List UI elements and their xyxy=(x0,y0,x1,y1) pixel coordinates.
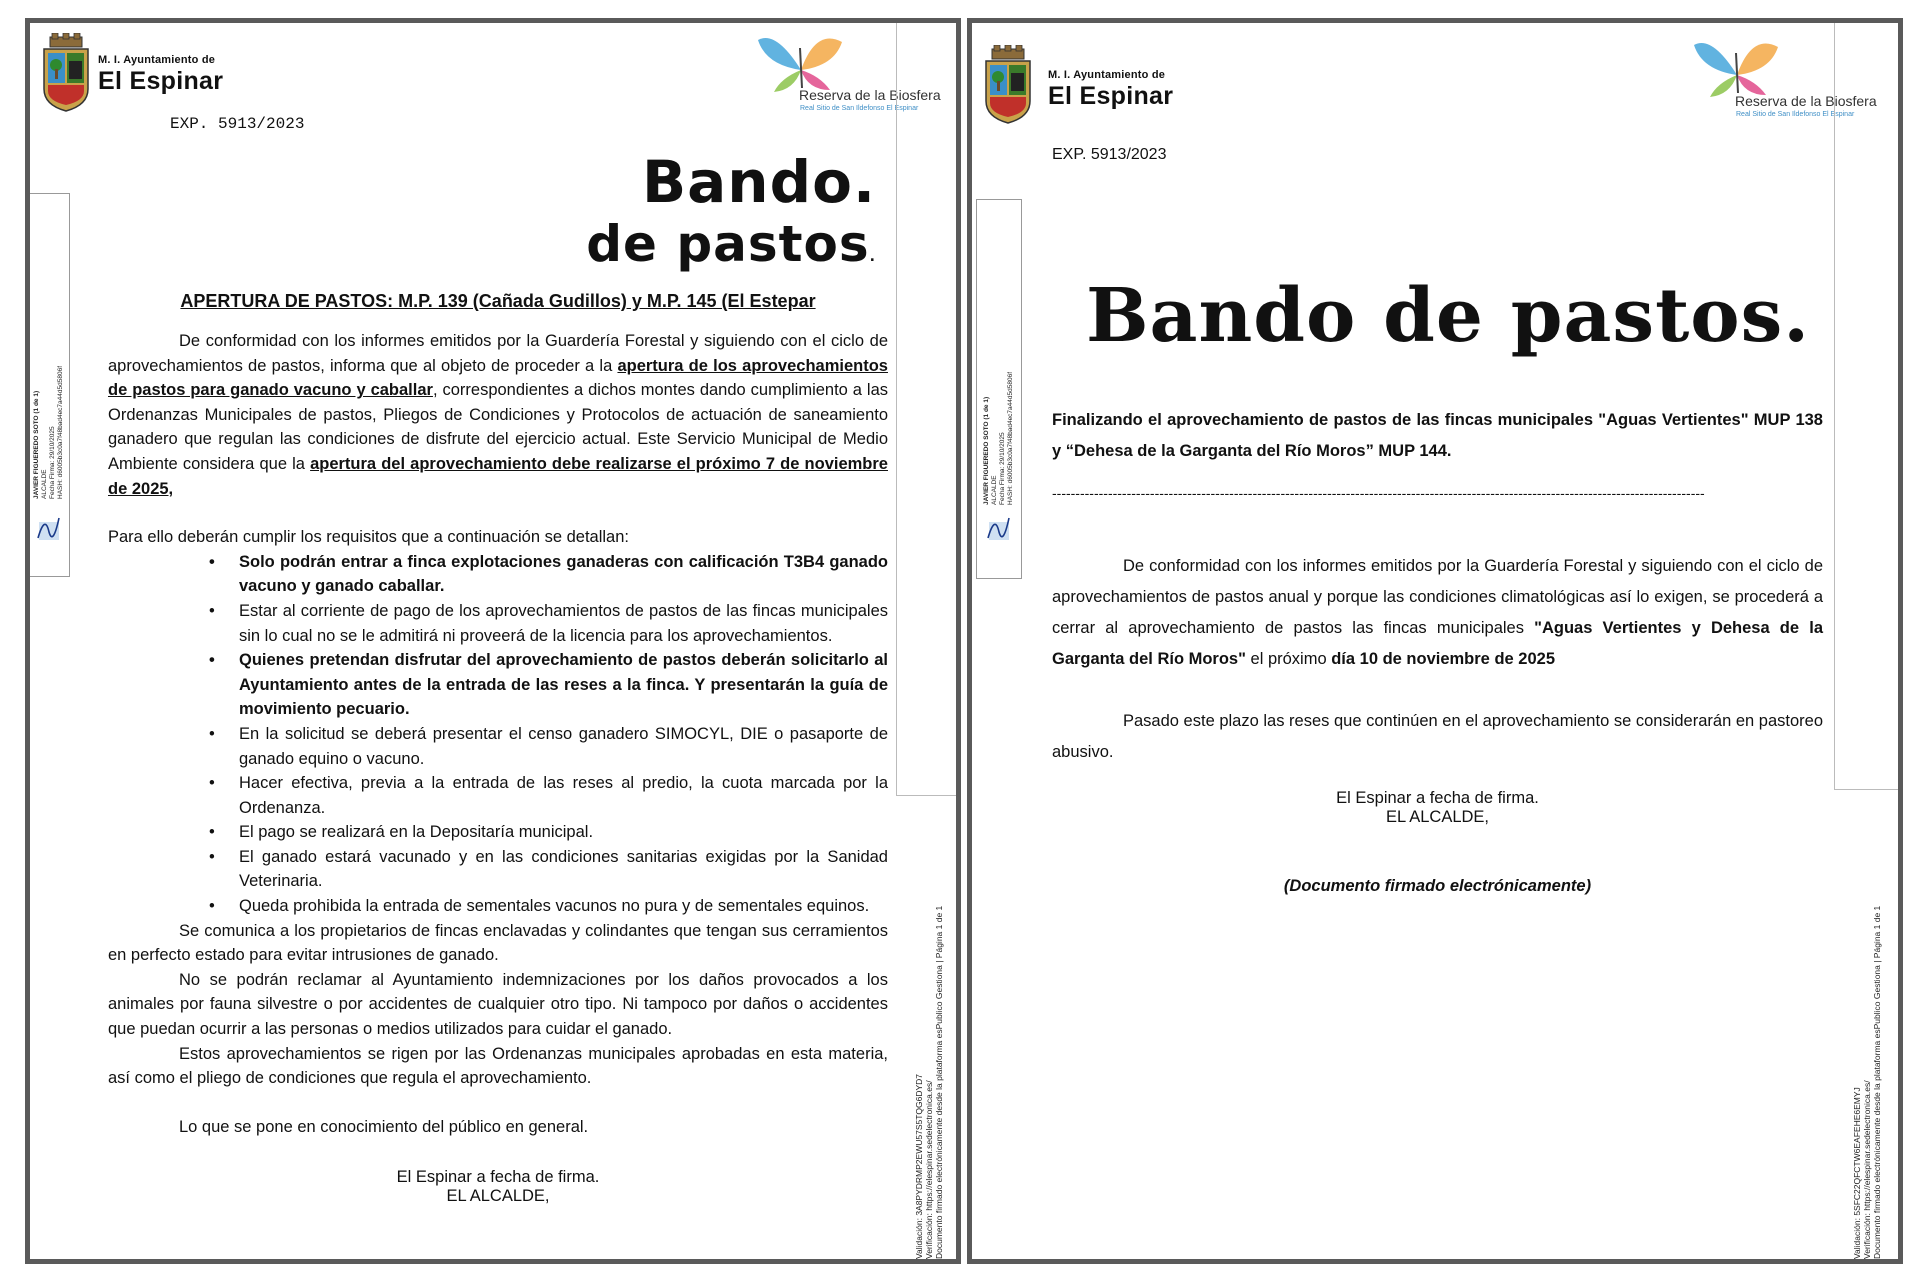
rules-paragraph: Estos aprovechamientos se rigen por las Ordenanzas municipales aprobadas en esta materia, así como el pliego de condiciones que regula el aprovechamiento. xyxy=(108,1044,888,1088)
list-item: • El ganado estará vacunado y en las condiciones sanitarias exigidas por la Sanidad Veterinaria. xyxy=(239,845,888,894)
main-fincas: "Aguas Vertientes y Dehesa de la Garganta del Río Moros" xyxy=(1052,619,1823,668)
file-number: EXP. 5913/2023 xyxy=(170,115,305,133)
intro-text-2: , correspondientes a dichos montes dando cumplimiento a las Ordenanzas Municipales de pastos, Pliegos de Condiciones y Protocolos de actuación de saneamiento ganadero que regulan las condiciones de disfrute del ejercicio actual. Este Servicio Municipal de Medio Ambiente considera que la xyxy=(108,381,889,473)
bando-title-text: de pastos xyxy=(586,215,870,273)
biosphere-subtitle: Real Sitio de San Ildefonso El Espinar xyxy=(800,105,919,112)
stamp-hash: HASH: d6005b3c0a7f48bad4ec7a44d5d5806f xyxy=(57,365,64,499)
signature-place: El Espinar a fecha de firma. xyxy=(1336,789,1539,807)
validation-code: Validación: 3A8PYDRMP2EWU57S5TQG6DYD7 xyxy=(914,1073,924,1259)
stamp-date: Fecha Firma: 29/10/2025 xyxy=(999,432,1006,505)
document-page-1 xyxy=(25,18,961,1264)
document-page-2 xyxy=(967,18,1903,1264)
intro-highlight-1: apertura de los aprovechamientos de pastos para ganado vacuno y caballar xyxy=(108,356,888,400)
validation-code: Validación: 5SFC22QFCTW6EAFEHE6EMYJ xyxy=(1852,1087,1862,1259)
signature-block xyxy=(1052,789,1823,827)
verification-url: Verificación: https://elespinar.sedelectronica.es/ xyxy=(1862,1080,1872,1259)
intro-text-1: De conformidad con los informes emitidos por la Guardería Forestal y siguiendo con el ciclo de aprovechamientos de pastos, informa que al objeto de proceder a la xyxy=(108,332,888,375)
municipality-label: M. I. Ayuntamiento de xyxy=(98,54,216,66)
signed-platform-note: Documento firmado electrónicamente desde la plataforma esPublico Gestiona | Página 1 de 1 xyxy=(934,905,944,1259)
requirements-intro: Para ello deberán cumplir los requisitos que a continuación se detallan: xyxy=(108,528,629,547)
opening-heading: APERTURA DE PASTOS: M.P. 139 (Cañada Gudillos) y M.P. 145 (El Estepar xyxy=(180,291,816,311)
validation-footer xyxy=(1852,906,1882,1259)
intro-highlight-2: apertura del aprovechamiento debe realizarse el próximo 7 de noviembre de 2025, xyxy=(108,454,888,498)
bando-title-dot: . xyxy=(869,249,876,265)
signature-role: EL ALCALDE, xyxy=(1385,808,1490,826)
margin-box xyxy=(896,23,961,796)
list-item: • Solo podrán entrar a finca explotaciones ganaderas con calificación T3B4 ganado vacuno y ganado caballar. xyxy=(239,550,888,599)
bando-title-line2 xyxy=(586,215,876,273)
electronic-signature-note: (Documento firmado electrónicamente) xyxy=(1283,877,1592,895)
separator-dashes: -------------------------------------------------------------------------------------------------------------------------------------------- xyxy=(1052,485,1705,501)
stamp-text xyxy=(983,372,1015,505)
list-item: • Estar al corriente de pago de los aprovechamientos de pastos de las fincas municipales sin lo cual no se le admitirá ni proveerá de la licencia para los aprovechamientos. xyxy=(239,599,888,648)
signature-place: El Espinar a fecha de firma. xyxy=(396,1168,600,1187)
abusive-grazing-text: Pasado este plazo las reses que continúen en el aprovechamiento se considerarán en pastoreo abusivo. xyxy=(1052,712,1823,761)
biosphere-title: Reserva de la Biosfera xyxy=(799,87,941,103)
main-date: día 10 de noviembre de 2025 xyxy=(1331,650,1555,668)
handwritten-signature-icon xyxy=(35,512,63,546)
biosphere-title: Reserva de la Biosfera xyxy=(1735,93,1877,109)
butterfly-logo-icon xyxy=(1692,35,1782,101)
verification-url: Verificación: https://elespinar.sedelectronica.es/ xyxy=(924,1080,934,1259)
list-item: • Queda prohibida la entrada de sementales vacunos no pura y de sementales equinos. xyxy=(239,894,888,919)
stamp-hash: HASH: d6005b3c0a7f48bad4ec7a44d5d5806f xyxy=(1007,371,1014,505)
owners-paragraph: Se comunica a los propietarios de fincas enclavadas y colindantes que tengan sus cerramientos en perfecto estado para evitar intrusiones de ganado. xyxy=(108,921,888,965)
closing-notice: Finalizando el aprovechamiento de pastos de las fincas municipales "Aguas Vertientes" MUP 138 y “Dehesa de la Garganta del Río Moros” MUP 144. xyxy=(1052,411,1823,460)
municipal-crest-icon xyxy=(982,45,1034,125)
biosphere-subtitle: Real Sitio de San Ildefonso El Espinar xyxy=(1736,111,1855,118)
document-body xyxy=(108,329,888,1205)
stamp-date: Fecha Firma: 29/10/2025 xyxy=(49,426,56,499)
signed-platform-note: Documento firmado electrónicamente desde la plataforma esPublico Gestiona | Página 1 de 1 xyxy=(1872,905,1882,1259)
requirements-list xyxy=(108,550,888,919)
handwritten-signature-icon xyxy=(985,512,1013,546)
file-number: EXP. 5913/2023 xyxy=(1052,146,1167,163)
stamp-signer: JAVIER FIGUEREDO SOTO (1 de 1) xyxy=(983,396,990,505)
stamp-text xyxy=(33,366,65,499)
municipality-name: El Espinar xyxy=(98,67,224,95)
municipality-label: M. I. Ayuntamiento de xyxy=(1048,69,1166,81)
signature-stamp xyxy=(976,199,1022,579)
main-text-2: el próximo xyxy=(1245,650,1332,668)
signature-role: EL ALCALDE, xyxy=(446,1187,550,1206)
municipality-name: El Espinar xyxy=(1048,82,1174,110)
intro-paragraph xyxy=(108,329,888,501)
stamp-signer: JAVIER FIGUEREDO SOTO (1 de 1) xyxy=(33,390,40,499)
list-item: • El pago se realizará en la Depositaría municipal. xyxy=(239,820,888,845)
public-notice: Lo que se pone en conocimiento del público en general. xyxy=(179,1117,589,1136)
stamp-role: ALCALDE xyxy=(41,469,48,499)
municipal-crest-icon xyxy=(40,33,92,113)
second-paragraph xyxy=(1052,706,1823,768)
list-item: • Quienes pretendan disfrutar del aprovechamiento de pastos deberán solicitarlo al Ayuntamiento antes de la entrada de las reses a la finca. Y presentarán la guía de movimiento pecuario. xyxy=(239,648,888,722)
damages-paragraph: No se podrán reclamar al Ayuntamiento indemnizaciones por los daños provocados a los animales por fauna silvestre o por accidentes de cualquier otro tipo. Ni tampoco por daños o accidentes que puedan ocurrir a las personas o medios utilizados para cuidar el ganado. xyxy=(108,970,888,1039)
margin-box xyxy=(1834,23,1903,790)
signature-stamp xyxy=(28,193,70,577)
stamp-role: ALCALDE xyxy=(991,475,998,505)
validation-footer xyxy=(914,906,944,1259)
list-item: • Hacer efectiva, previa a la entrada de las reses al predio, la cuota marcada por la Ordenanza. xyxy=(239,771,888,820)
main-text-1: De conformidad con los informes emitidos por la Guardería Forestal y siguiendo con el ciclo de aprovechamientos de pastos anual y porque las condiciones climatológicas así lo exigen, se procederá a cerrar al aprovechamiento de pastos las fincas municipales xyxy=(1052,557,1823,637)
list-item: • En la solicitud se deberá presentar el censo ganadero SIMOCYL, DIE o pasaporte de ganado equino o vacuno. xyxy=(239,722,888,771)
bando-title-line1: Bando. xyxy=(641,148,876,216)
bando-title: Bando de pastos. xyxy=(1085,273,1811,359)
main-paragraph xyxy=(1052,551,1823,675)
